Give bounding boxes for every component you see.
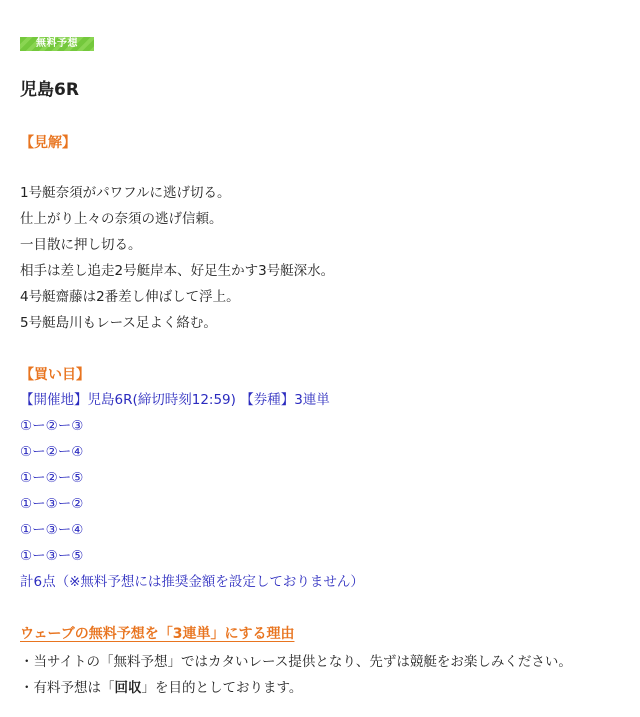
view-text — [20, 180, 334, 336]
reason-bullet-2-post: 」を目的としております。 — [141, 680, 303, 696]
bet-total: 計6点（※無料予想には推奨金額を設定しておりません） — [20, 574, 364, 590]
view-line: 4号艇齋藤は2番差し伸ばして浮上。 — [20, 289, 240, 305]
bets-heading: 【買い目】 — [20, 367, 90, 383]
bet-combo: ①ー②ー③ — [20, 418, 84, 434]
reason-bullet-1: ・当サイトの「無料予想」ではカタいレース提供となり、先ずは競艇をお楽しみください。 — [20, 654, 572, 670]
view-line: 1号艇奈須がパワフルに逃げ切る。 — [20, 185, 231, 201]
bet-combo: ①ー③ー② — [20, 496, 84, 512]
view-line: 5号艇島川もレース足よく絡む。 — [20, 315, 217, 331]
bet-combo: ①ー②ー⑤ — [20, 470, 84, 486]
reason-bullets — [20, 649, 572, 701]
reason-heading: ウェーブの無料予想を「3連単」にする理由 — [20, 626, 295, 642]
bet-combo: ①ー③ー④ — [20, 522, 84, 538]
reason-bullet-2 — [20, 675, 572, 701]
view-heading: 【見解】 — [20, 135, 76, 151]
bets-list — [20, 387, 364, 595]
race-title: 児島6R — [20, 80, 79, 100]
venue-line: 【開催地】児島6R(締切時刻12:59) 【券種】3連単 — [20, 392, 330, 408]
reason-bullet-2-bold: 回収 — [114, 680, 142, 696]
view-line: 相手は差し追走2号艇岸本、好足生かす3号艇深水。 — [20, 263, 335, 279]
bet-combo: ①ー②ー④ — [20, 444, 84, 460]
free-prediction-badge: 無料予想 — [20, 37, 94, 51]
bet-combo: ①ー③ー⑤ — [20, 548, 84, 564]
view-line: 仕上がり上々の奈須の逃げ信頼。 — [20, 211, 223, 227]
view-line: 一目散に押し切る。 — [20, 237, 142, 253]
reason-bullet-2-pre: ・有料予想は「 — [20, 680, 115, 696]
